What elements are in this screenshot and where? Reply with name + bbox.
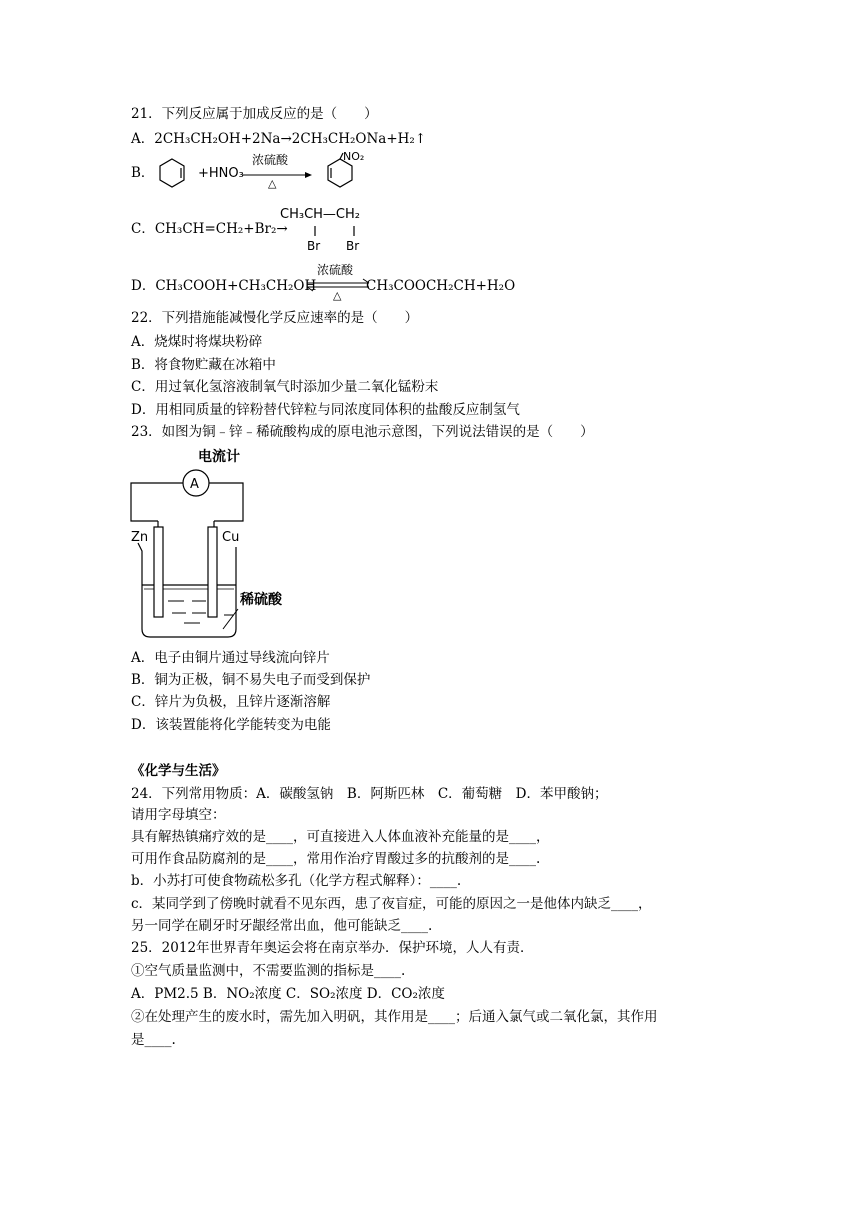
galvanic-cell-diagram [128,443,318,643]
q25-line-2: ①空气质量监测中，不需要监测的指标是____. [131,963,406,979]
q21-b-heat: △ [268,177,277,190]
q25-line-1: 25．2012年世界青年奥运会将在南京举办．保护环境，人人有责． [131,940,534,956]
q21-c-br-1: Br [307,239,321,253]
ammeter-symbol: A [190,477,199,492]
q24-line-1: 24．下列常用物质：A．碳酸氢钠 B．阿斯匹林 C．葡萄糖 D．苯甲酸钠； [131,786,608,802]
q21-option-b-label: B． [131,165,155,181]
zinc-electrode [154,527,163,617]
q21-d-heat: △ [333,289,342,301]
q21-option-d-right: CH₃COOCH₂CH+H₂O [366,278,516,294]
q24-line-3: 具有解热镇痛疗效的是____，可直接进入人体血液补充能量的是____， [131,829,550,845]
q22-option-b: B．将食物贮藏在冰箱中 [131,357,276,373]
q23-option-d: D．该装置能将化学能转变为电能 [131,717,331,733]
q24-line-4: 可用作食品防腐剂的是____，常用作治疗胃酸过多的抗酸剂的是____. [131,851,541,867]
q23-option-b: B．铜为正极，铜不易失电子而受到保护 [131,672,371,688]
q24-line-6: c．某同学到了傍晚时就看不见东西，患了夜盲症，可能的原因之一是他体内缺乏____， [131,896,652,912]
q22-option-d: D．用相同质量的锌粉替代锌粒与同浓度同体积的盐酸反应制氢气 [131,402,520,418]
q21-option-a: A．2CH₃CH₂OH+2Na→2CH₃CH₂ONa+H₂↑ [131,131,427,147]
q22-option-a: A．烧煤时将煤块粉碎 [131,334,263,350]
benzene-ring-icon [160,159,184,187]
q21-c-product-top: CH₃CH—CH₂ [280,207,360,222]
q22-option-c: C．用过氧化氢溶液制氧气时添加少量二氧化锰粉末 [131,379,439,395]
q21-b-catalyst: 浓硫酸 [252,153,289,167]
q21-option-c-left: C．CH₃CH=CH₂+Br₂→ [131,221,288,237]
zinc-label: Zn [131,530,149,545]
q21-c-br-2: Br [346,239,360,253]
q24-line-7: 另一同学在刷牙时牙龈经常出血，他可能缺乏____. [131,918,433,934]
q21-option-d-left: D．CH₃COOH+CH₃CH₂OH [131,278,317,294]
ammeter-label: 电流计 [198,449,240,465]
copper-label: Cu [222,530,240,545]
q21-b-reagent: +HNO₃ [198,166,244,181]
q24-line-5: b．小苏打可使食物疏松多孔（化学方程式解释）：____. [131,873,462,889]
q23-option-c: C．锌片为负极，且锌片逐渐溶解 [131,694,331,710]
q23-stem: 23．如图为铜﹣锌﹣稀硫酸构成的原电池示意图，下列说法错误的是（ ） [131,424,594,440]
q23-option-a: A．电子由铜片通过导线流向锌片 [131,650,330,666]
nitration-scheme [150,148,380,200]
q21-d-catalyst: 浓硫酸 [317,263,354,277]
acid-label: 稀硫酸 [240,592,282,608]
copper-electrode [208,527,217,617]
q25-line-5: 是____. [131,1032,176,1048]
dibromo-product [278,202,388,256]
q21-stem: 21．下列反应属于加成反应的是（ ） [131,106,378,122]
reversible-arrow [305,261,373,301]
q24-line-2: 请用字母填空： [131,807,226,823]
q22-stem: 22．下列措施能减慢化学反应速率的是（ ） [131,310,419,326]
q25-line-3: A．PM2.5 B．NO₂浓度 C．SO₂浓度 D．CO₂浓度 [131,986,445,1002]
ammeter-icon [183,470,209,496]
q25-line-4: ②在处理产生的废水时，需先加入明矾，其作用是____；后通入氯气或二氧化氯，其作用 [131,1009,658,1025]
section-title: 《化学与生活》 [131,763,226,779]
q21-b-product-group: NO₂ [343,150,365,163]
